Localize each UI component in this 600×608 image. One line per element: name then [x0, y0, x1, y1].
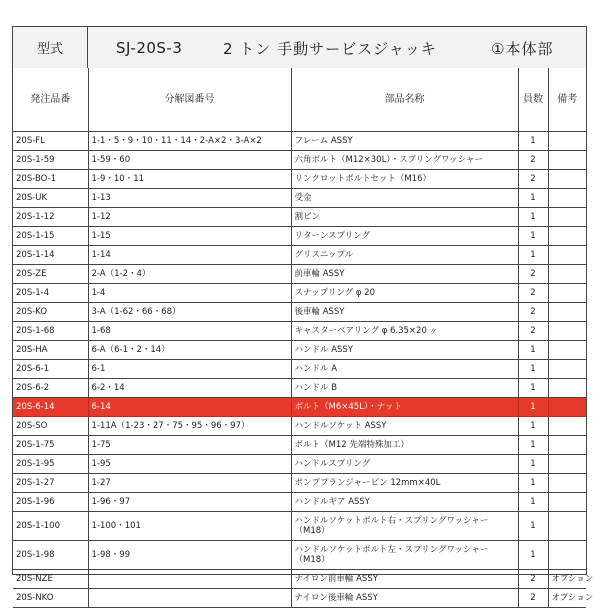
product-name: 2 トン 手動サービスジャッキ	[223, 40, 437, 58]
quantity-cell: 1	[518, 246, 548, 265]
table-row[interactable]	[13, 341, 586, 360]
parts-table-body	[13, 132, 594, 608]
quantity-cell: 2	[518, 589, 548, 608]
remarks-cell	[548, 170, 586, 189]
part-number-cell: 20S-1-59	[13, 151, 88, 170]
table-row[interactable]	[13, 170, 586, 189]
model-label: 型式	[13, 27, 88, 68]
table-row[interactable]	[13, 151, 586, 170]
part-name-cell: リンクロットボルトセット（M16）	[291, 170, 518, 189]
part-name-cell: 六角ボルト（M12×30L）・スプリングワッシャー	[291, 151, 518, 170]
part-name-cell: キャスターベアリング φ 6.35×20 ヶ	[291, 322, 518, 341]
quantity-cell: 1	[518, 208, 548, 227]
table-row[interactable]	[13, 132, 586, 151]
diagram-number-cell: 1-75	[88, 436, 291, 455]
remarks-cell	[548, 151, 586, 170]
diagram-number-cell: 6-2・14	[88, 379, 291, 398]
diagram-number-cell: 2-A（1-2・4）	[88, 265, 291, 284]
diagram-number-cell	[88, 570, 291, 589]
quantity-cell: 2	[518, 303, 548, 322]
remarks-cell	[548, 436, 586, 455]
part-number-cell: 20S-SO	[13, 417, 88, 436]
title-row	[13, 27, 586, 69]
remarks-cell	[548, 512, 586, 541]
table-row[interactable]	[13, 322, 586, 341]
table-row[interactable]	[13, 360, 586, 379]
part-number-cell: 20S-NKO	[13, 589, 88, 608]
part-name-cell: ハンドルソケットボルト左・スプリングワッシャー（M18）	[291, 541, 518, 570]
part-name-cell: ナイロン後車輪 ASSY	[291, 589, 518, 608]
part-name-cell: 受金	[291, 189, 518, 208]
remarks-cell	[548, 398, 586, 417]
remarks-cell	[548, 341, 586, 360]
table-row[interactable]	[13, 417, 586, 436]
table-row[interactable]	[13, 512, 586, 541]
diagram-number-cell: 1-95	[88, 455, 291, 474]
part-name-cell: ハンドル ASSY	[291, 341, 518, 360]
part-name-cell: フレーム ASSY	[291, 132, 518, 151]
table-row[interactable]	[13, 284, 586, 303]
part-name-cell: ナイロン前車輪 ASSY	[291, 570, 518, 589]
diagram-number-cell: 1-68	[88, 322, 291, 341]
part-name-cell: ボルト（M12 先端特殊加工）	[291, 436, 518, 455]
table-row[interactable]	[13, 379, 586, 398]
diagram-number-cell: 1-100・101	[88, 512, 291, 541]
table-row[interactable]	[13, 589, 586, 608]
table-row[interactable]	[13, 227, 586, 246]
table-row[interactable]	[13, 265, 586, 284]
part-number-cell: 20S-1-4	[13, 284, 88, 303]
quantity-cell: 1	[518, 132, 548, 151]
diagram-number-cell: 6-A（6-1・2・14）	[88, 341, 291, 360]
model-number: SJ-20S-3	[116, 39, 183, 57]
part-name-cell: 前車輪 ASSY	[291, 265, 518, 284]
diagram-number-cell: 1-14	[88, 246, 291, 265]
part-number-cell: 20S-HA	[13, 341, 88, 360]
quantity-cell: 2	[518, 570, 548, 589]
diagram-number-cell: 6-14	[88, 398, 291, 417]
remarks-cell	[548, 493, 586, 512]
remarks-cell	[548, 455, 586, 474]
quantity-cell: 2	[518, 170, 548, 189]
diagram-number-cell: 1-1・5・9・10・11・14・2-A×2・3-A×2	[88, 132, 291, 151]
part-name-cell: ハンドルスプリング	[291, 455, 518, 474]
part-number-cell: 20S-1-95	[13, 455, 88, 474]
remarks-cell: オプション	[548, 589, 586, 608]
diagram-number-cell: 1-98・99	[88, 541, 291, 570]
part-name-cell: ハンドルソケットボルト右・スプリングワッシャー（M18）	[291, 512, 518, 541]
header-part-number: 発注品番	[13, 68, 88, 132]
part-number-cell: 20S-1-14	[13, 246, 88, 265]
remarks-cell	[548, 132, 586, 151]
quantity-cell: 1	[518, 512, 548, 541]
section-name: ①本体部	[491, 40, 554, 58]
diagram-number-cell	[88, 589, 291, 608]
table-row[interactable]	[13, 493, 586, 512]
part-number-cell: 20S-6-14	[13, 398, 88, 417]
remarks-cell	[548, 265, 586, 284]
diagram-number-cell: 1-12	[88, 208, 291, 227]
diagram-number-cell: 1-15	[88, 227, 291, 246]
part-name-cell: スナップリング φ 20	[291, 284, 518, 303]
quantity-cell: 2	[518, 265, 548, 284]
parts-table	[13, 68, 594, 608]
diagram-number-cell: 1-27	[88, 474, 291, 493]
part-name-cell: リターンスプリング	[291, 227, 518, 246]
part-number-cell: 20S-KO	[13, 303, 88, 322]
part-number-cell: 20S-1-15	[13, 227, 88, 246]
part-name-cell: ハンドル B	[291, 379, 518, 398]
diagram-number-cell: 1-59・60	[88, 151, 291, 170]
remarks-cell	[548, 360, 586, 379]
part-name-cell: ハンドルソケット ASSY	[291, 417, 518, 436]
part-number-cell: 20S-BO-1	[13, 170, 88, 189]
quantity-cell: 2	[518, 284, 548, 303]
table-row[interactable]	[13, 246, 586, 265]
quantity-cell: 1	[518, 379, 548, 398]
part-number-cell: 20S-1-27	[13, 474, 88, 493]
part-number-cell: 20S-1-100	[13, 512, 88, 541]
quantity-cell: 1	[518, 360, 548, 379]
remarks-cell: オプション	[548, 570, 586, 589]
diagram-number-cell: 1-11A（1-23・27・75・95・96・97）	[88, 417, 291, 436]
remarks-cell	[548, 189, 586, 208]
part-name-cell: ハンドルギア ASSY	[291, 493, 518, 512]
header-quantity: 員数	[518, 68, 548, 132]
part-number-cell: 20S-1-12	[13, 208, 88, 227]
part-name-cell: 後車輪 ASSY	[291, 303, 518, 322]
remarks-cell	[548, 474, 586, 493]
table-row[interactable]	[13, 208, 586, 227]
part-name-cell: ポンププランジャーピン 12mm×40L	[291, 474, 518, 493]
remarks-cell	[548, 208, 586, 227]
part-number-cell: 20S-1-98	[13, 541, 88, 570]
diagram-number-cell: 3-A（1-62・66・68）	[88, 303, 291, 322]
quantity-cell: 1	[518, 455, 548, 474]
quantity-cell: 2	[518, 322, 548, 341]
part-name-cell: グリスニップル	[291, 246, 518, 265]
remarks-cell	[548, 541, 586, 570]
remarks-cell	[548, 284, 586, 303]
quantity-cell: 1	[518, 436, 548, 455]
remarks-cell	[548, 227, 586, 246]
table-row[interactable]	[13, 303, 586, 322]
diagram-number-cell: 6-1	[88, 360, 291, 379]
remarks-cell	[548, 379, 586, 398]
table-row[interactable]	[13, 455, 586, 474]
header-remarks: 備考	[548, 68, 586, 132]
quantity-cell: 1	[518, 227, 548, 246]
diagram-number-cell: 1-13	[88, 189, 291, 208]
part-name-cell: 割ピン	[291, 208, 518, 227]
part-number-cell: 20S-1-96	[13, 493, 88, 512]
part-number-cell: 20S-FL	[13, 132, 88, 151]
remarks-cell	[548, 322, 586, 341]
part-number-cell: 20S-1-68	[13, 322, 88, 341]
part-name-cell: ハンドル A	[291, 360, 518, 379]
diagram-number-cell: 1-9・10・11	[88, 170, 291, 189]
quantity-cell: 1	[518, 417, 548, 436]
remarks-cell	[548, 303, 586, 322]
diagram-number-cell: 1-96・97	[88, 493, 291, 512]
part-name-cell: ボルト（M6×45L）・ナット	[291, 398, 518, 417]
part-number-cell: 20S-UK	[13, 189, 88, 208]
part-number-cell: 20S-1-75	[13, 436, 88, 455]
quantity-cell: 1	[518, 341, 548, 360]
header-row	[13, 68, 586, 132]
quantity-cell: 1	[518, 541, 548, 570]
remarks-cell	[548, 417, 586, 436]
part-number-cell: 20S-NZE	[13, 570, 88, 589]
remarks-cell	[548, 246, 586, 265]
part-number-cell: 20S-6-2	[13, 379, 88, 398]
quantity-cell: 1	[518, 189, 548, 208]
table-row[interactable]	[13, 436, 586, 455]
header-diagram-number: 分解図番号	[88, 68, 291, 132]
table-row[interactable]	[13, 474, 586, 493]
header-part-name: 部品名称	[291, 68, 518, 132]
table-row[interactable]	[13, 541, 586, 570]
quantity-cell: 2	[518, 151, 548, 170]
quantity-cell: 1	[518, 474, 548, 493]
part-number-cell: 20S-ZE	[13, 265, 88, 284]
quantity-cell: 1	[518, 398, 548, 417]
table-row-highlighted[interactable]	[13, 398, 586, 417]
table-row[interactable]	[13, 189, 586, 208]
quantity-cell: 1	[518, 493, 548, 512]
table-row[interactable]	[13, 570, 586, 589]
part-number-cell: 20S-6-1	[13, 360, 88, 379]
diagram-number-cell: 1-4	[88, 284, 291, 303]
parts-list-frame	[12, 26, 594, 603]
